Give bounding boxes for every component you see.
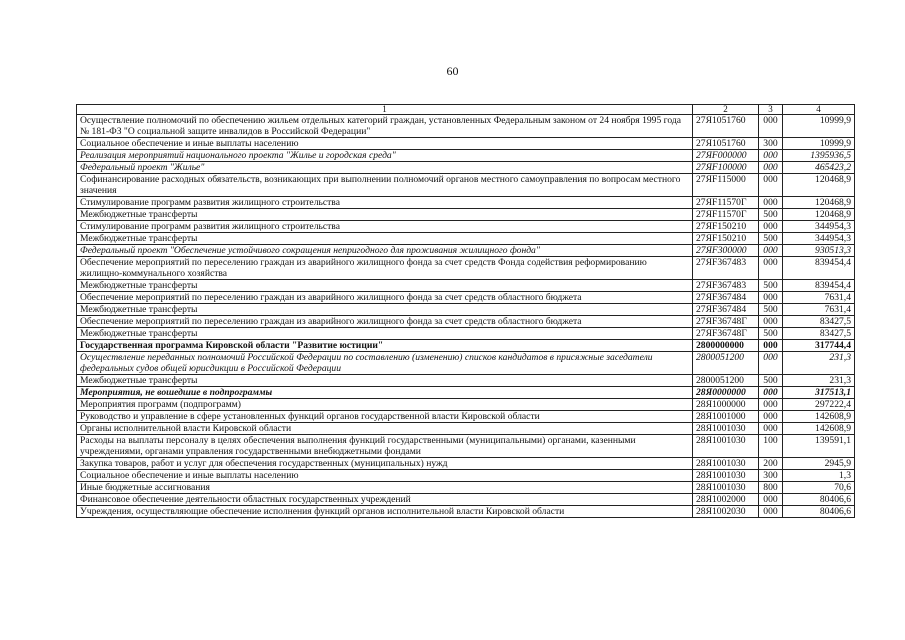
row-expense-type-cell: 000	[759, 257, 783, 280]
row-code-cell: 28Я1001030	[693, 458, 759, 470]
row-name-cell: Иные бюджетные ассигнования	[77, 482, 693, 494]
row-amount-cell: 80406,6	[783, 494, 855, 506]
row-expense-type-cell: 500	[759, 304, 783, 316]
budget-table	[76, 104, 855, 518]
row-amount-cell: 465423,2	[783, 162, 855, 174]
budget-table-body	[77, 105, 855, 518]
row-amount-cell: 139591,1	[783, 435, 855, 458]
row-code-cell: 28Я0000000	[693, 387, 759, 399]
row-name-cell: Органы исполнительной власти Кировской области	[77, 423, 693, 435]
row-name-cell: Стимулирование программ развития жилищного строительства	[77, 197, 693, 209]
row-amount-cell: 10999,9	[783, 115, 855, 138]
row-amount-cell: 7631,4	[783, 292, 855, 304]
table-row	[77, 411, 855, 423]
row-name-cell: Обеспечение мероприятий по переселению граждан из аварийного жилищного фонда за счет средств Фонда содействия реформированию жилищно-коммунального хозяйства	[77, 257, 693, 280]
row-code-cell: 28Я1001030	[693, 482, 759, 494]
row-code-cell: 27ЯF367484	[693, 304, 759, 316]
row-name-cell: Закупка товаров, работ и услуг для обеспечения государственных (муниципальных) нужд	[77, 458, 693, 470]
page-number: 60	[446, 64, 459, 78]
row-name-cell: Социальное обеспечение и иные выплаты населению	[77, 138, 693, 150]
table-row	[77, 138, 855, 150]
table-row	[77, 233, 855, 245]
row-code-cell: 27ЯF367483	[693, 280, 759, 292]
row-name-cell: Федеральный проект "Жилье"	[77, 162, 693, 174]
row-expense-type-cell: 000	[759, 162, 783, 174]
table-row	[77, 162, 855, 174]
row-code-cell: 27ЯF000000	[693, 150, 759, 162]
row-name-cell: Осуществление переданных полномочий Российской Федерации по составлению (изменению) списков кандидатов в присяжные заседатели федеральных судов общей юрисдикции в Российской Федерации	[77, 352, 693, 375]
row-expense-type-cell: 300	[759, 138, 783, 150]
row-expense-type-cell: 500	[759, 233, 783, 245]
table-row	[77, 257, 855, 280]
table-row	[77, 150, 855, 162]
row-name-cell: Обеспечение мероприятий по переселению граждан из аварийного жилищного фонда за счет средств областного бюджета	[77, 316, 693, 328]
row-expense-type-cell: 000	[759, 292, 783, 304]
row-name-cell: Стимулирование программ развития жилищного строительства	[77, 221, 693, 233]
row-amount-cell: 120468,9	[783, 174, 855, 197]
row-code-cell: 28Я1001030	[693, 435, 759, 458]
row-expense-type-cell: 000	[759, 221, 783, 233]
row-name-cell: Межбюджетные трансферты	[77, 280, 693, 292]
row-amount-cell: 839454,4	[783, 280, 855, 292]
row-expense-type-cell: 000	[759, 174, 783, 197]
row-amount-cell: 70,6	[783, 482, 855, 494]
row-expense-type-cell: 000	[759, 399, 783, 411]
row-amount-cell: 344954,3	[783, 233, 855, 245]
row-expense-type-cell: 000	[759, 411, 783, 423]
row-code-cell: 27ЯF367484	[693, 292, 759, 304]
table-row	[77, 352, 855, 375]
header-row	[77, 105, 855, 115]
table-row	[77, 494, 855, 506]
row-code-cell: 2800051200	[693, 375, 759, 387]
row-code-cell: 27Я1051760	[693, 138, 759, 150]
table-row	[77, 435, 855, 458]
table-row	[77, 304, 855, 316]
row-name-cell: Социальное обеспечение и иные выплаты населению	[77, 470, 693, 482]
row-name-cell: Межбюджетные трансферты	[77, 328, 693, 340]
row-name-cell: Межбюджетные трансферты	[77, 375, 693, 387]
row-amount-cell: 317744,4	[783, 340, 855, 352]
row-code-cell: 28Я1001030	[693, 423, 759, 435]
row-expense-type-cell: 000	[759, 197, 783, 209]
row-name-cell: Мероприятия, не вошедшие в подпрограммы	[77, 387, 693, 399]
table-row	[77, 482, 855, 494]
row-expense-type-cell: 000	[759, 423, 783, 435]
row-expense-type-cell: 000	[759, 387, 783, 399]
row-expense-type-cell: 000	[759, 115, 783, 138]
table-row	[77, 375, 855, 387]
row-amount-cell: 120468,9	[783, 197, 855, 209]
row-code-cell: 27ЯF36748Г	[693, 328, 759, 340]
row-code-cell: 2800051200	[693, 352, 759, 375]
table-row	[77, 292, 855, 304]
row-expense-type-cell: 300	[759, 470, 783, 482]
table-row	[77, 340, 855, 352]
row-expense-type-cell: 100	[759, 435, 783, 458]
table-row	[77, 115, 855, 138]
row-name-cell: Софинансирование расходных обязательств, возникающих при выполнении полномочий органов местного самоуправления по вопросам местного значения	[77, 174, 693, 197]
header-col-amount: 4	[783, 105, 855, 115]
row-name-cell: Осуществление полномочий по обеспечению жильем отдельных категорий граждан, установленных Федеральным законом от 24 ноября 1995 года № 181-ФЗ "О социальной защите инвалидов в Российской Федерации"	[77, 115, 693, 138]
table-row	[77, 458, 855, 470]
row-name-cell: Межбюджетные трансферты	[77, 304, 693, 316]
row-amount-cell: 10999,9	[783, 138, 855, 150]
row-code-cell: 27ЯF150210	[693, 233, 759, 245]
row-amount-cell: 231,3	[783, 375, 855, 387]
row-amount-cell: 297222,4	[783, 399, 855, 411]
table-row	[77, 470, 855, 482]
row-code-cell: 27ЯF36748Г	[693, 316, 759, 328]
table-row	[77, 245, 855, 257]
row-name-cell: Государственная программа Кировской области "Развитие юстиции"	[77, 340, 693, 352]
row-name-cell: Руководство и управление в сфере установленных функций органов государственной власти Кировской области	[77, 411, 693, 423]
table-row	[77, 399, 855, 411]
row-amount-cell: 83427,5	[783, 328, 855, 340]
header-col-expense-type: 3	[759, 105, 783, 115]
table-row	[77, 197, 855, 209]
row-code-cell: 28Я1002000	[693, 494, 759, 506]
row-code-cell: 27ЯF11570Г	[693, 209, 759, 221]
row-name-cell: Мероприятия программ (подпрограмм)	[77, 399, 693, 411]
row-code-cell: 28Я1002030	[693, 506, 759, 518]
row-amount-cell: 344954,3	[783, 221, 855, 233]
table-row	[77, 328, 855, 340]
table-row	[77, 387, 855, 399]
row-expense-type-cell: 200	[759, 458, 783, 470]
row-amount-cell: 142608,9	[783, 423, 855, 435]
row-expense-type-cell: 500	[759, 375, 783, 387]
row-name-cell: Межбюджетные трансферты	[77, 209, 693, 221]
row-expense-type-cell: 500	[759, 209, 783, 221]
row-expense-type-cell: 800	[759, 482, 783, 494]
row-expense-type-cell: 500	[759, 280, 783, 292]
row-amount-cell: 7631,4	[783, 304, 855, 316]
table-row	[77, 209, 855, 221]
row-amount-cell: 142608,9	[783, 411, 855, 423]
row-code-cell: 27ЯF100000	[693, 162, 759, 174]
row-expense-type-cell: 000	[759, 494, 783, 506]
row-code-cell: 28Я1000000	[693, 399, 759, 411]
row-code-cell: 27ЯF150210	[693, 221, 759, 233]
row-amount-cell: 930513,3	[783, 245, 855, 257]
row-name-cell: Обеспечение мероприятий по переселению граждан из аварийного жилищного фонда за счет средств областного бюджета	[77, 292, 693, 304]
table-row	[77, 506, 855, 518]
row-code-cell: 28Я1001000	[693, 411, 759, 423]
row-amount-cell: 83427,5	[783, 316, 855, 328]
row-expense-type-cell: 000	[759, 316, 783, 328]
row-name-cell: Межбюджетные трансферты	[77, 233, 693, 245]
table-row	[77, 174, 855, 197]
row-name-cell: Расходы на выплаты персоналу в целях обеспечения выполнения функций государственными (муниципальными) органами, казенными учреждениями, органами управления государственными внебюджетными фондами	[77, 435, 693, 458]
row-expense-type-cell: 000	[759, 245, 783, 257]
table-row	[77, 280, 855, 292]
header-col-code: 2	[693, 105, 759, 115]
row-name-cell: Федеральный проект "Обеспечение устойчивого сокращения непригодного для проживания жилищного фонда"	[77, 245, 693, 257]
row-amount-cell: 839454,4	[783, 257, 855, 280]
row-expense-type-cell: 000	[759, 150, 783, 162]
row-amount-cell: 1,3	[783, 470, 855, 482]
table-row	[77, 423, 855, 435]
row-amount-cell: 231,3	[783, 352, 855, 375]
row-expense-type-cell: 000	[759, 340, 783, 352]
table-row	[77, 316, 855, 328]
row-name-cell: Реализация мероприятий национального проекта "Жилье и городская среда"	[77, 150, 693, 162]
row-code-cell: 27ЯF115000	[693, 174, 759, 197]
row-code-cell: 27ЯF367483	[693, 257, 759, 280]
row-code-cell: 27ЯF11570Г	[693, 197, 759, 209]
row-amount-cell: 2945,9	[783, 458, 855, 470]
row-amount-cell: 80406,6	[783, 506, 855, 518]
row-amount-cell: 120468,9	[783, 209, 855, 221]
table-row	[77, 221, 855, 233]
row-code-cell: 27ЯF300000	[693, 245, 759, 257]
row-code-cell: 2800000000	[693, 340, 759, 352]
row-name-cell: Учреждения, осуществляющие обеспечение исполнения функций органов исполнительной власти Кировской области	[77, 506, 693, 518]
row-amount-cell: 1395936,5	[783, 150, 855, 162]
row-code-cell: 28Я1001030	[693, 470, 759, 482]
header-col-name: 1	[77, 105, 693, 115]
row-code-cell: 27Я1051760	[693, 115, 759, 138]
row-name-cell: Финансовое обеспечение деятельности областных государственных учреждений	[77, 494, 693, 506]
row-expense-type-cell: 000	[759, 506, 783, 518]
row-amount-cell: 317513,1	[783, 387, 855, 399]
row-expense-type-cell: 000	[759, 352, 783, 375]
row-expense-type-cell: 500	[759, 328, 783, 340]
